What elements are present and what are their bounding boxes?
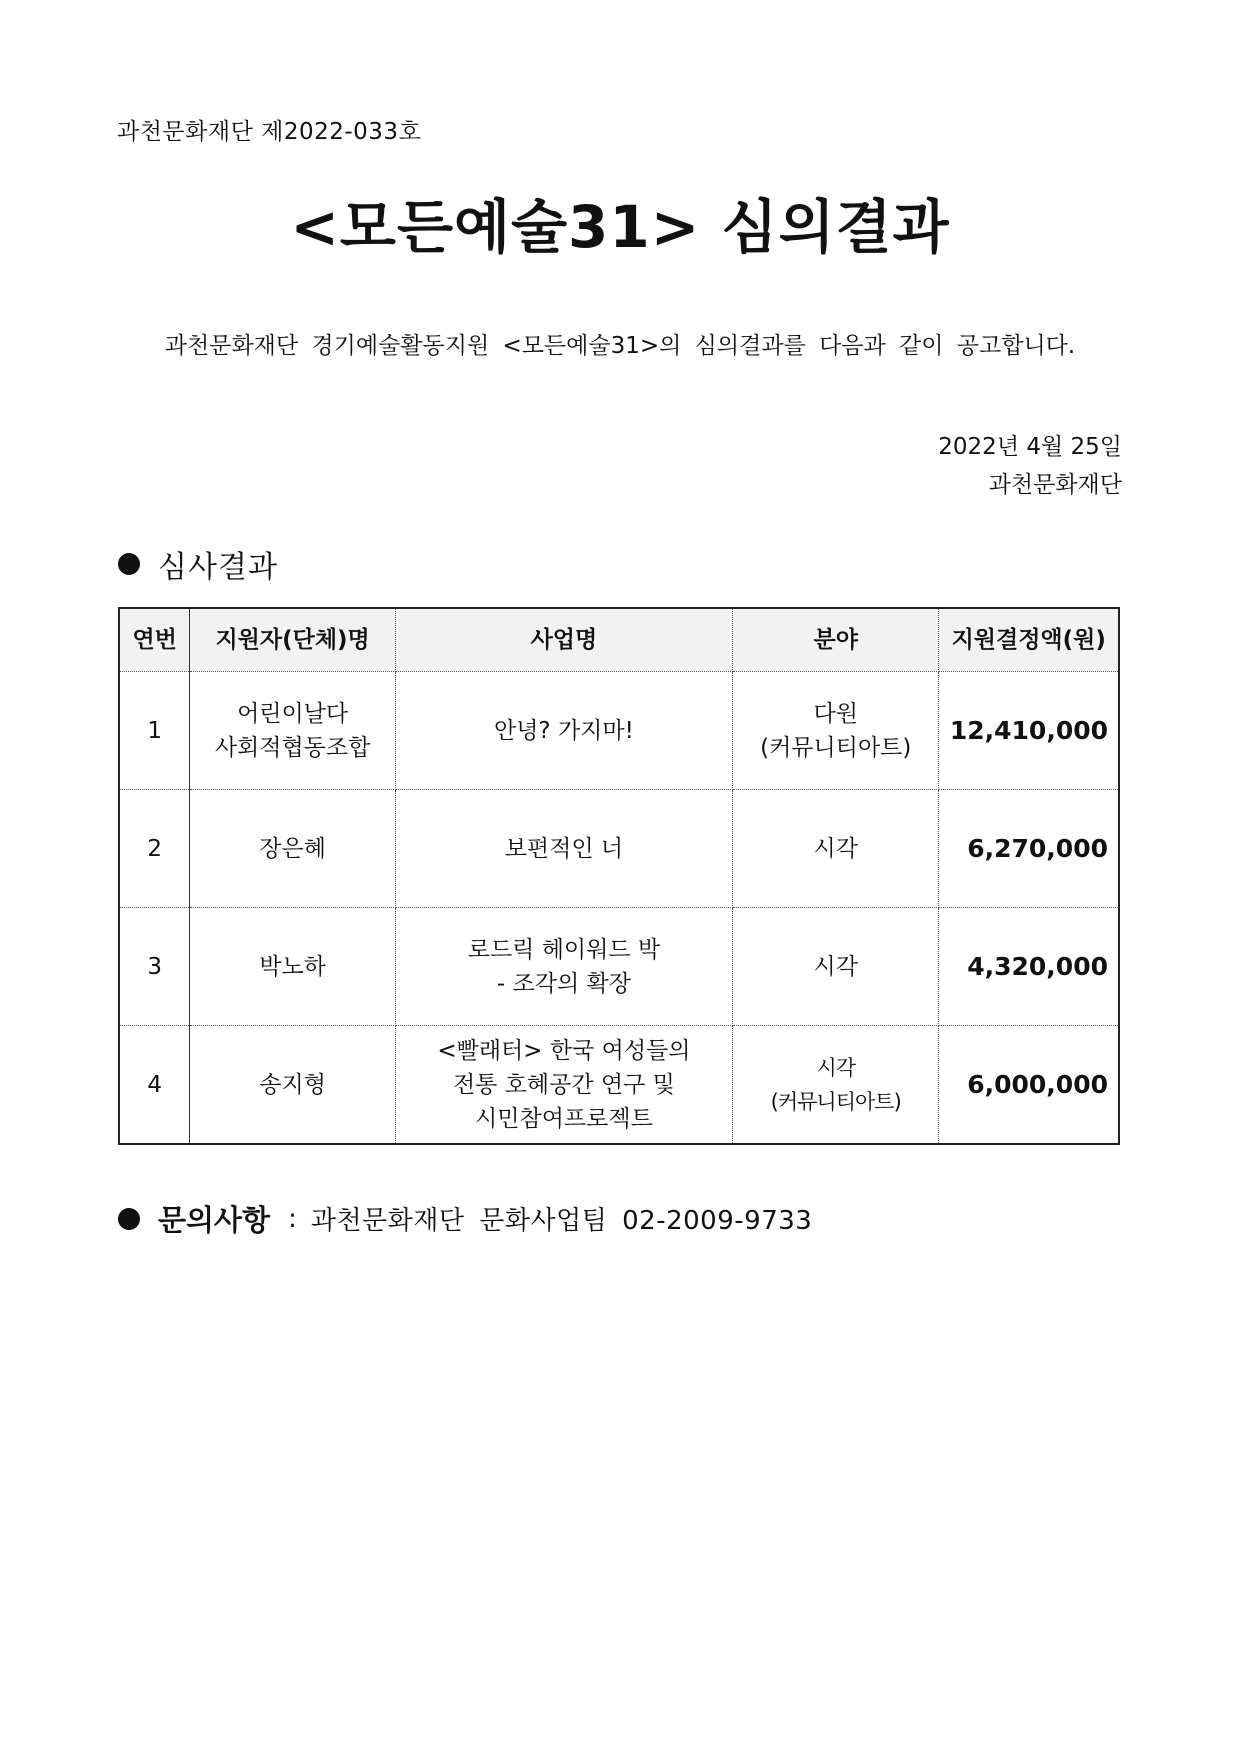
cell-field: 시각 [732, 908, 939, 1026]
cell-project: 로드릭 헤이워드 박 - 조각의 확장 [395, 908, 732, 1026]
bullet-dot-icon [118, 553, 140, 575]
results-heading [118, 542, 278, 586]
cell-no: 1 [119, 672, 190, 790]
announcement-text: 과천문화재단 경기예술활동지원 <모든예술31>의 심의결과를 다음과 같이 공고합니다. [164, 333, 1076, 359]
cell-project: <빨래터> 한국 여성들의 전통 호혜공간 연구 및 시민참여프로젝트 [395, 1026, 732, 1145]
cell-field: 시각 [732, 790, 939, 908]
cell-amount: 6,270,000 [939, 790, 1119, 908]
column-header-no: 연번 [119, 608, 190, 672]
results-section-title: 심사결과 [158, 550, 278, 585]
table-row [119, 672, 1119, 790]
cell-applicant: 박노하 [190, 908, 396, 1026]
column-header-applicant: 지원자(단체)명 [190, 608, 396, 672]
column-header-field: 분야 [732, 608, 939, 672]
table-row [119, 1026, 1119, 1145]
contact-label: 문의사항 [158, 1203, 271, 1237]
issuer-name: 과천문화재단 [988, 472, 1122, 498]
column-header-project: 사업명 [395, 608, 732, 672]
contact-info: 과천문화재단 문화사업팀 02-2009-9733 [310, 1206, 813, 1236]
results-table [118, 607, 1120, 1145]
reference-number: 과천문화재단 제2022-033호 [117, 119, 422, 145]
cell-project: 안녕? 가지마! [395, 672, 732, 790]
cell-no: 2 [119, 790, 190, 908]
contact-line [118, 1198, 812, 1239]
cell-amount: 12,410,000 [939, 672, 1119, 790]
cell-amount: 6,000,000 [939, 1026, 1119, 1145]
cell-applicant: 장은혜 [190, 790, 396, 908]
page-title: <모든예술31> 심의결과 [290, 193, 950, 261]
column-header-amount: 지원결정액(원) [939, 608, 1119, 672]
bullet-dot-icon [118, 1208, 140, 1230]
cell-project: 보편적인 너 [395, 790, 732, 908]
issue-date: 2022년 4월 25일 [938, 434, 1122, 460]
cell-applicant: 송지형 [190, 1026, 396, 1145]
table-row [119, 908, 1119, 1026]
issue-block [938, 428, 1122, 504]
cell-field: 다원 (커뮤니티아트) [732, 672, 939, 790]
cell-no: 3 [119, 908, 190, 1026]
table-row [119, 790, 1119, 908]
cell-field: 시각 (커뮤니티아트) [732, 1026, 939, 1145]
table-header-row [119, 608, 1119, 672]
contact-separator: : [288, 1203, 297, 1234]
cell-applicant: 어린이날다 사회적협동조합 [190, 672, 396, 790]
cell-no: 4 [119, 1026, 190, 1145]
cell-amount: 4,320,000 [939, 908, 1119, 1026]
